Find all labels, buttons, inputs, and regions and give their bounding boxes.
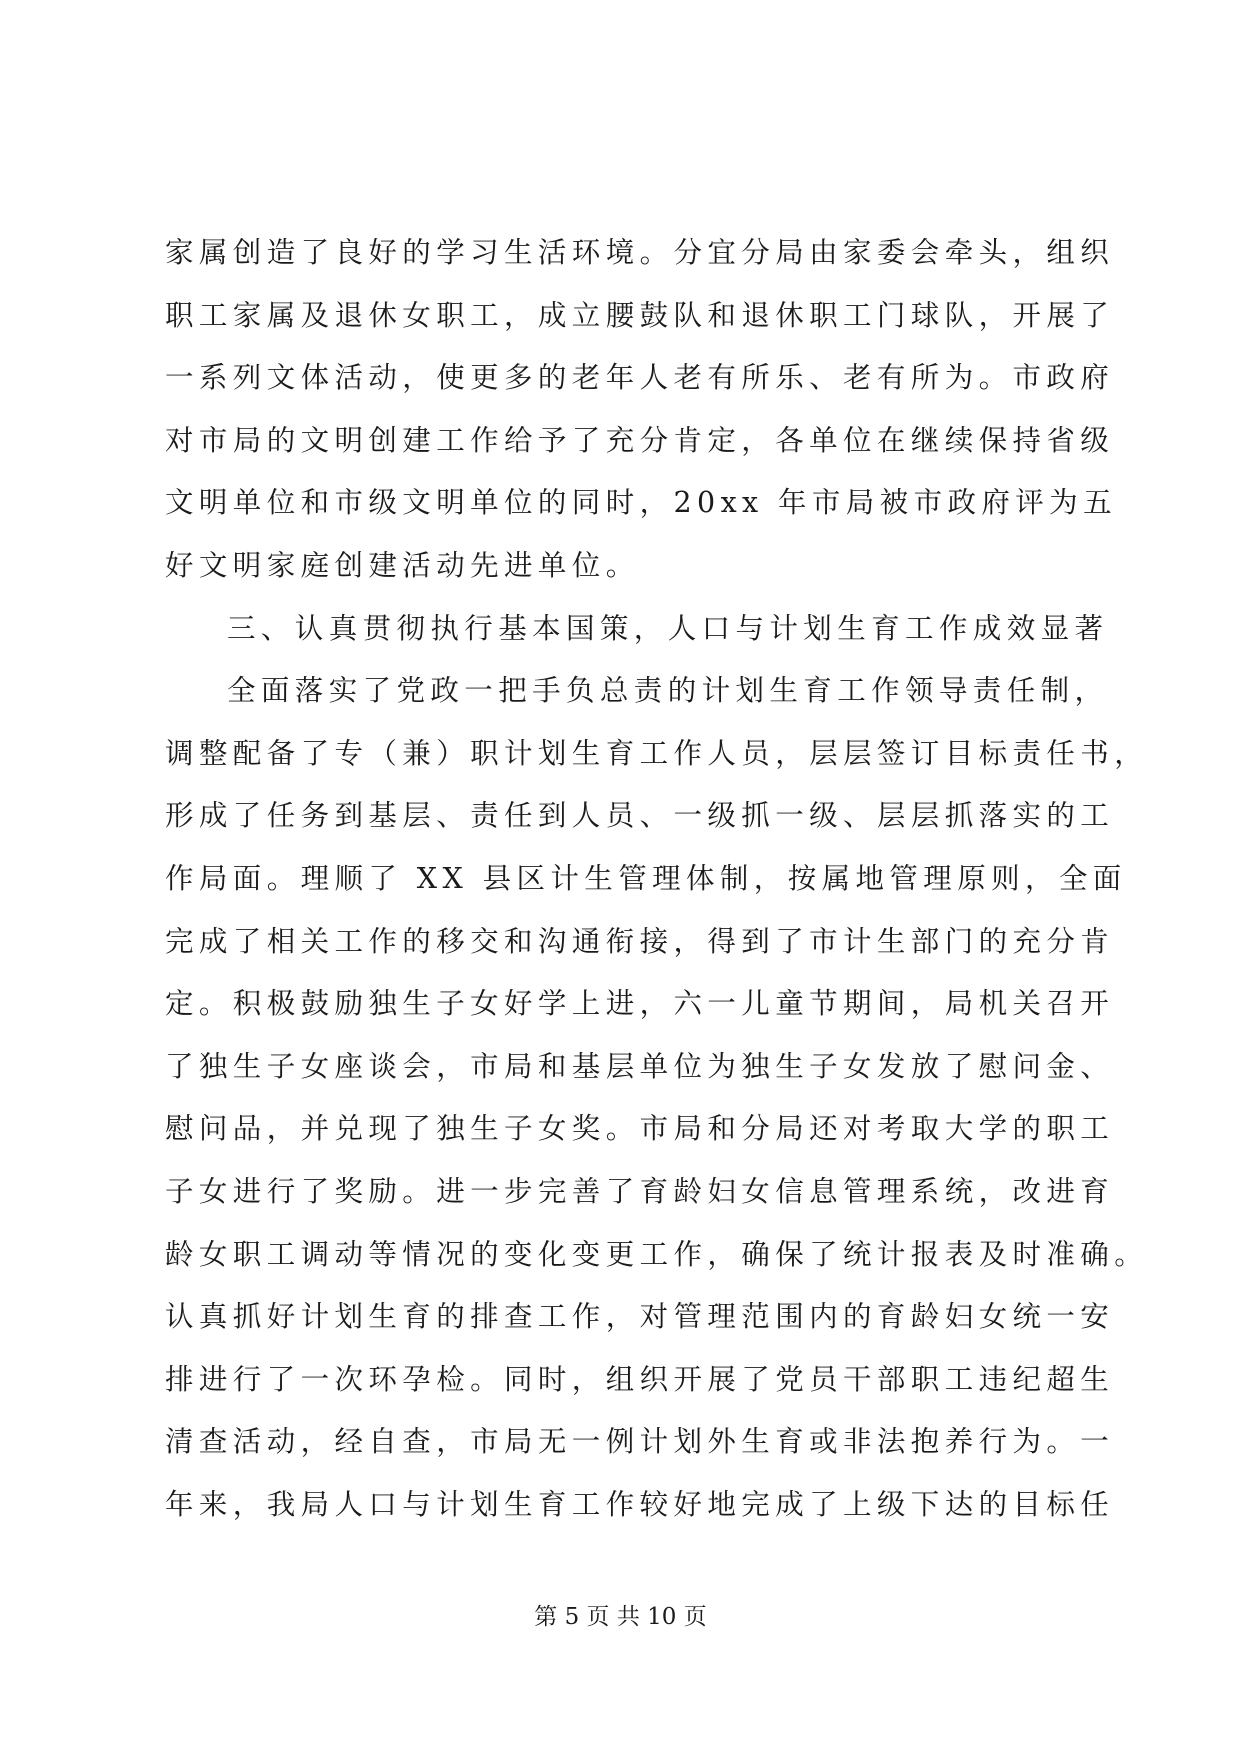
page-number-footer: 第 5 页 共 10 页 xyxy=(534,1604,707,1630)
body-line: 子女进行了奖励。进一步完善了育龄妇女信息管理系统，改进育 xyxy=(165,1174,1115,1208)
body-line: 年来，我局人口与计划生育工作较好地完成了上级下达的目标任 xyxy=(165,1487,1115,1521)
body-line: 家属创造了良好的学习生活环境。分宜分局由家委会牵头，组织 xyxy=(165,236,1115,269)
body-line: 完成了相关工作的移交和沟通衔接，得到了市计生部门的充分肯 xyxy=(165,924,1115,958)
body-line: 龄女职工调动等情况的变化变更工作，确保了统计报表及时准确。 xyxy=(165,1237,1149,1271)
body-line: 对市局的文明创建工作给予了充分肯定，各单位在继续保持省级 xyxy=(165,423,1115,457)
body-line: 文明单位和市级文明单位的同时，20xx 年市局被市政府评为五 xyxy=(165,486,1117,520)
body-line: 了独生子女座谈会，市局和基层单位为独生子女发放了慰问金、 xyxy=(165,1049,1115,1083)
body-line: 排进行了一次环孕检。同时，组织开展了党员干部职工违纪超生 xyxy=(165,1362,1115,1396)
body-line: 定。积极鼓励独生子女好学上进，六一儿童节期间，局机关召开 xyxy=(165,987,1115,1021)
body-line: 形成了任务到基层、责任到人员、一级抓一级、层层抓落实的工 xyxy=(165,799,1115,833)
body-line: 清查活动，经自查，市局无一例计划外生育或非法抱养行为。一 xyxy=(165,1425,1115,1459)
body-line: 作局面。理顺了 XX 县区计生管理体制，按属地管理原则，全面 xyxy=(165,861,1127,895)
body-line: 一系列文体活动，使更多的老年人老有所乐、老有所为。市政府 xyxy=(165,361,1115,395)
document-body xyxy=(165,222,1149,1536)
body-line: 好文明家庭创建活动先进单位。 xyxy=(165,548,640,582)
body-line: 认真抓好计划生育的排查工作，对管理范围内的育龄妇女统一安 xyxy=(165,1300,1115,1334)
body-line: 全面落实了党政一把手负总责的计划生育工作领导责任制， xyxy=(227,674,1109,708)
body-line: 慰问品，并兑现了独生子女奖。市局和分局还对考取大学的职工 xyxy=(165,1112,1115,1146)
body-line: 调整配备了专（兼）职计划生育工作人员，层层签订目标责任书， xyxy=(165,736,1149,770)
body-line: 职工家属及退休女职工，成立腰鼓队和退休职工门球队，开展了 xyxy=(165,298,1115,332)
section-heading: 三、认真贯彻执行基本国策，人口与计划生育工作成效显著 xyxy=(227,611,1109,645)
